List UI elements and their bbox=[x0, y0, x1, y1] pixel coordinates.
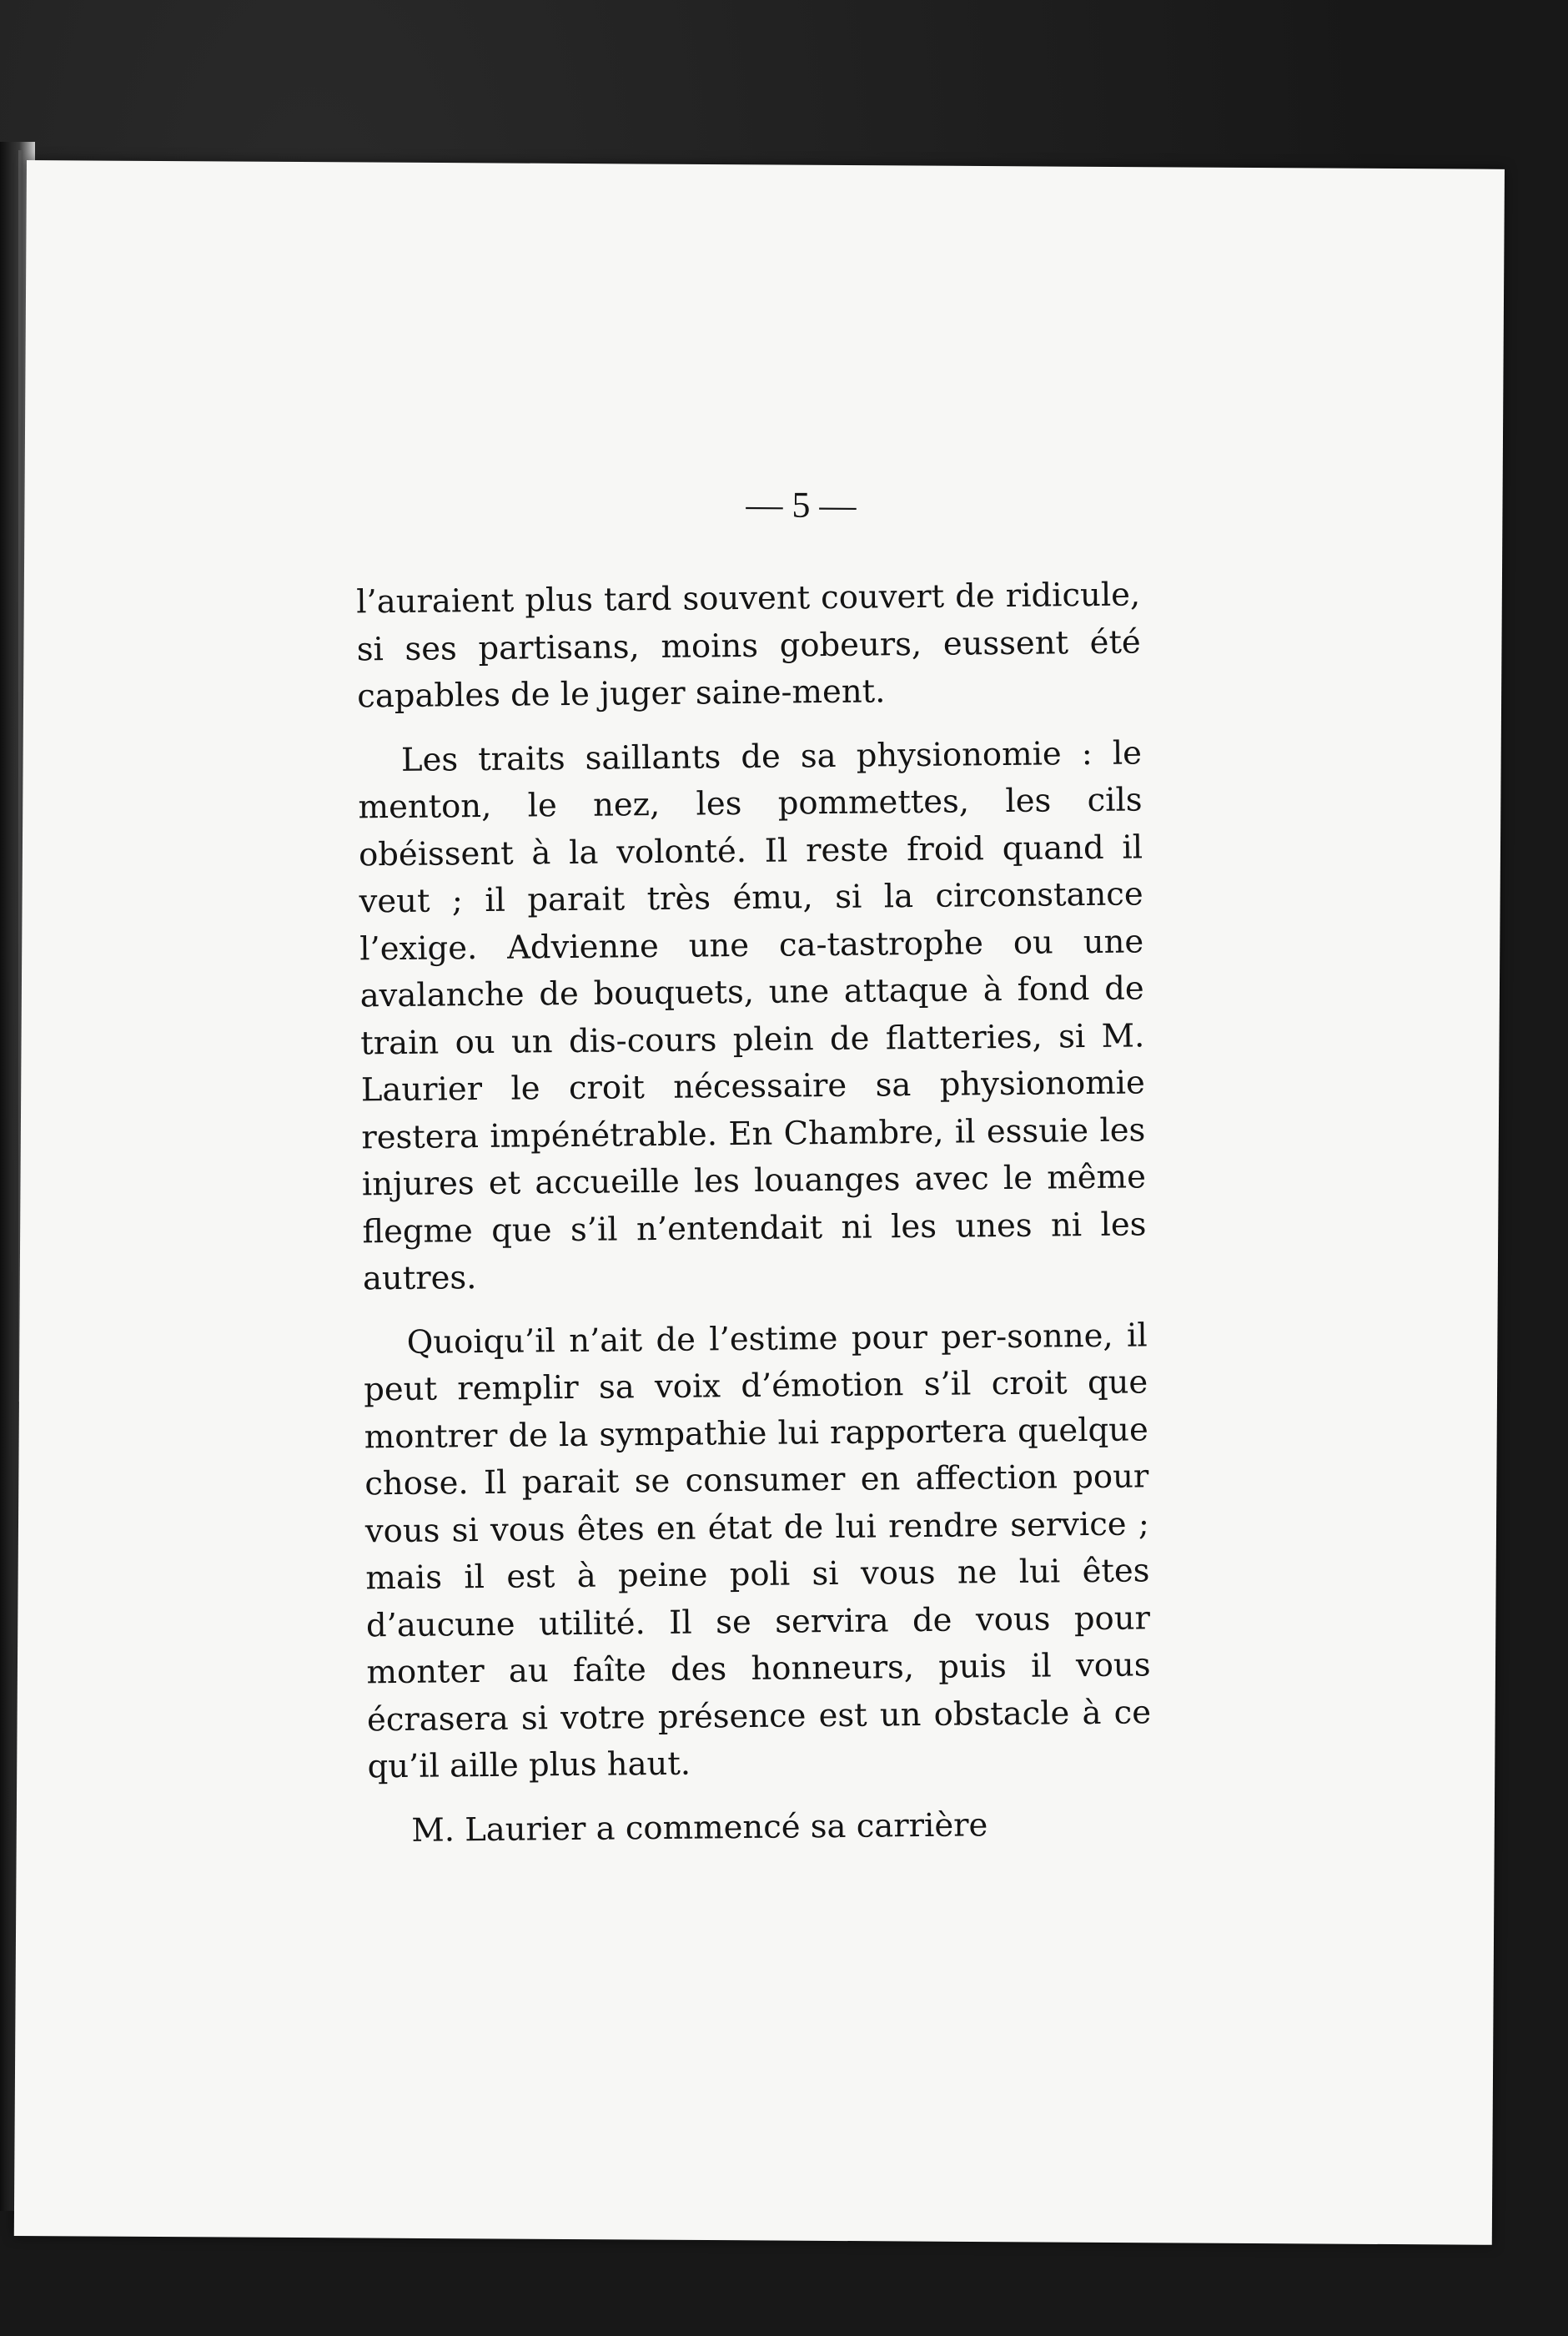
book-page bbox=[14, 160, 1505, 2245]
text-column bbox=[356, 571, 1153, 1871]
paragraph-estime: Quoiqu’il n’ait de l’estime pour per-sonne, il peut remplir sa voix d’émotion s’il croit que montrer de la sympathie lui rapportera quelque chose. Il parait se consumer en affection pour vous si vous êtes en état de lui rendre service ; mais il est à peine poli si vous ne lui êtes d’aucune utilité. Il se servira de vous pour monter au faîte des honneurs, puis il vous écrasera si votre présence est un obstacle à ce qu’il aille plus haut. bbox=[364, 1316, 1152, 1786]
paragraph-continuation: l’auraient plus tard souvent couvert de ridicule, si ses partisans, moins gobeurs, eussent été capables de le juger saine-ment. bbox=[355, 576, 1141, 716]
page-number: — 5 — bbox=[746, 484, 857, 526]
paragraph-carriere: M. Laurier a commencé sa carrière bbox=[411, 1805, 988, 1850]
paragraph-physionomie: Les traits saillants de sa physionomie : le menton, le nez, les pommettes, les cils obéissent à la volonté. Il reste froid quand il veut ; il parait très ému, si la circonstance l’exige. Advienne une ca-tastrophe ou une avalanche de bouquets, une attaque à fond de train ou un dis-cours plein de flatteries, si M. Laurier le croit nécessaire sa physionomie restera impénétrable. En Chambre, il essuie les injures et accueille les louanges avec le même flegme que s’il n’entendait ni les unes ni les autres. bbox=[358, 733, 1147, 1298]
